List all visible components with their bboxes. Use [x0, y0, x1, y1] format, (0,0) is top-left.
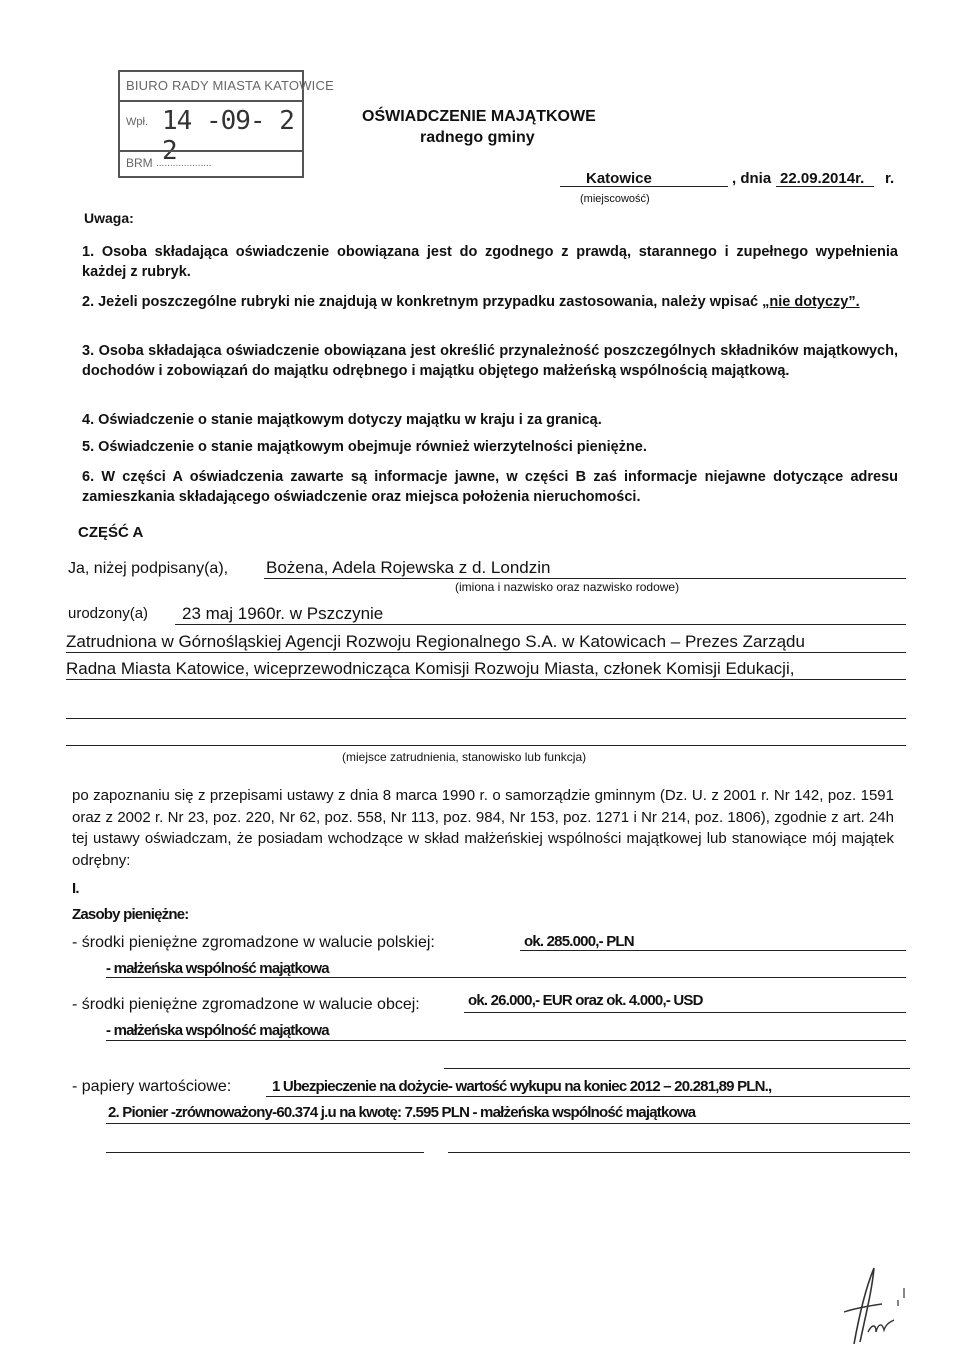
document-subtitle: radnego gminy: [420, 129, 535, 146]
stamp-dots: ....................: [156, 158, 212, 169]
employment-caption: (miejsce zatrudnienia, stanowisko lub funkcja): [342, 750, 587, 764]
employment-underline-4: [66, 745, 906, 746]
note-2-quote: „nie dotyczy”.: [762, 294, 860, 310]
name-underline: [264, 578, 906, 579]
foreign-label: - środki pieniężne zgromadzone w walucie obcej:: [72, 996, 420, 1013]
handwritten-signature: [832, 1262, 922, 1352]
stamp-wpl-label: Wpł.: [126, 116, 148, 128]
declarant-label: Ja, niżej podpisany(a),: [68, 560, 229, 577]
section-heading: Zasoby pieniężne:: [72, 906, 189, 923]
employment-underline-2: [66, 679, 906, 680]
pln-note-underline: [106, 977, 906, 978]
securities-underline-1: [266, 1096, 910, 1097]
note-1: 1. Osoba składająca oświadczenie obowiązana jest do zgodnego z prawdą, starannego i zupełnego wypełnienia każdej z rubryk.: [82, 244, 898, 280]
section-roman: I.: [72, 880, 79, 897]
note-2: [82, 292, 898, 312]
born-underline: [175, 624, 906, 625]
date-value: 22.09.2014r.: [780, 170, 865, 187]
securities-underline-3a: [106, 1152, 424, 1153]
foreign-underline: [464, 1012, 906, 1013]
born-value: 23 maj 1960r. w Pszczynie: [182, 604, 384, 623]
note-4: 4. Oświadczenie o stanie majątkowym dotyczy majątku w kraju i za granicą.: [82, 412, 602, 428]
employment-line-2: Radna Miasta Katowice, wiceprzewodnicząca Komisji Rozwoju Miasta, członek Komisji Edukacji,: [66, 659, 795, 678]
stamp-date: 14 -09- 2 2: [162, 106, 294, 166]
date-label: , dnia: [732, 170, 772, 187]
place-caption: (miejscowość): [580, 193, 650, 205]
securities-top-line: [444, 1068, 910, 1069]
securities-label: - papiery wartościowe:: [72, 1078, 232, 1095]
place-value: Katowice: [586, 170, 652, 187]
pln-underline: [520, 950, 906, 951]
pln-value: ok. 285.000,- PLN: [524, 933, 634, 950]
securities-underline-2: [106, 1123, 910, 1124]
registry-stamp: [118, 70, 334, 178]
employment-underline-3: [66, 718, 906, 719]
securities-item-1: 1 Ubezpieczenie na dożycie- wartość wykupu na koniec 2012 – 20.281,89 PLN.,: [272, 1078, 772, 1095]
statement-paragraph: po zapoznaniu się z przepisami ustawy z dnia 8 marca 1990 r. o samorządzie gminnym (Dz. U. z 2001 r. Nr 142, poz. 1591 oraz z 2002 r. Nr 23, poz. 220, Nr 62, poz. 558, Nr 113, poz. 984, Nr 153, poz. 1271 i Nr 214, poz. 1806), zgodnie z art. 24h tej ustawy oświadczam, że posiadam wchodzące w skład małżeńskiej wspólności majątkowej lub stanowiące mój majątek odrębny:: [72, 787, 894, 869]
note-3: 3. Osoba składająca oświadczenie obowiązana jest określić przynależność poszczególnych składników majątkowych, dochodów i zobowiązań do majątku odrębnego i majątku objętego małżeńską wspólnością majątkową.: [82, 343, 898, 379]
stamp-divider: [120, 150, 302, 152]
securities-underline-3b: [448, 1152, 910, 1153]
notes-heading: Uwaga:: [84, 210, 134, 226]
employment-line-1: Zatrudniona w Górnośląskiej Agencji Rozwoju Regionalnego S.A. w Katowicach – Prezes Zarządu: [66, 632, 805, 651]
born-label: urodzony(a): [68, 605, 149, 622]
employment-underline-1: [66, 652, 906, 653]
note-2-text: 2. Jeżeli poszczególne rubryki nie znajdują w konkretnym przypadku zastosowania, należy wpisać: [82, 294, 763, 310]
document-title: OŚWIADCZENIE MAJĄTKOWE: [362, 108, 596, 125]
note-6: 6. W części A oświadczenia zawarte są informacje jawne, w części B zaś informacje niejawne dotyczące adresu zamieszkania składającego oświadczenie oraz miejsca położenia nieruchomości.: [82, 469, 898, 505]
declarant-name: Bożena, Adela Rojewska z d. Londzin: [266, 558, 551, 577]
stamp-brm-label: BRM: [126, 156, 153, 170]
note-5: 5. Oświadczenie o stanie majątkowym obejmuje również wierzytelności pieniężne.: [82, 439, 647, 455]
date-suffix: r.: [885, 170, 895, 187]
stamp-office: BIURO RADY MIASTA KATOWICE: [120, 72, 302, 102]
part-a-heading: CZĘŚĆ A: [78, 524, 144, 541]
foreign-note: - małżeńska wspólność majątkowa: [106, 1022, 329, 1039]
pln-label: - środki pieniężne zgromadzone w walucie polskiej:: [72, 934, 435, 951]
foreign-value: ok. 26.000,- EUR oraz ok. 4.000,- USD: [468, 992, 703, 1009]
pln-note: - małżeńska wspólność majątkowa: [106, 960, 329, 977]
securities-item-2: 2. Pionier -zrównoważony-60.374 j.u na kwotę: 7.595 PLN - małżeńska wspólność majątkowa: [108, 1104, 696, 1121]
foreign-note-underline: [106, 1040, 906, 1041]
name-caption: (imiona i nazwisko oraz nazwisko rodowe): [455, 580, 680, 594]
